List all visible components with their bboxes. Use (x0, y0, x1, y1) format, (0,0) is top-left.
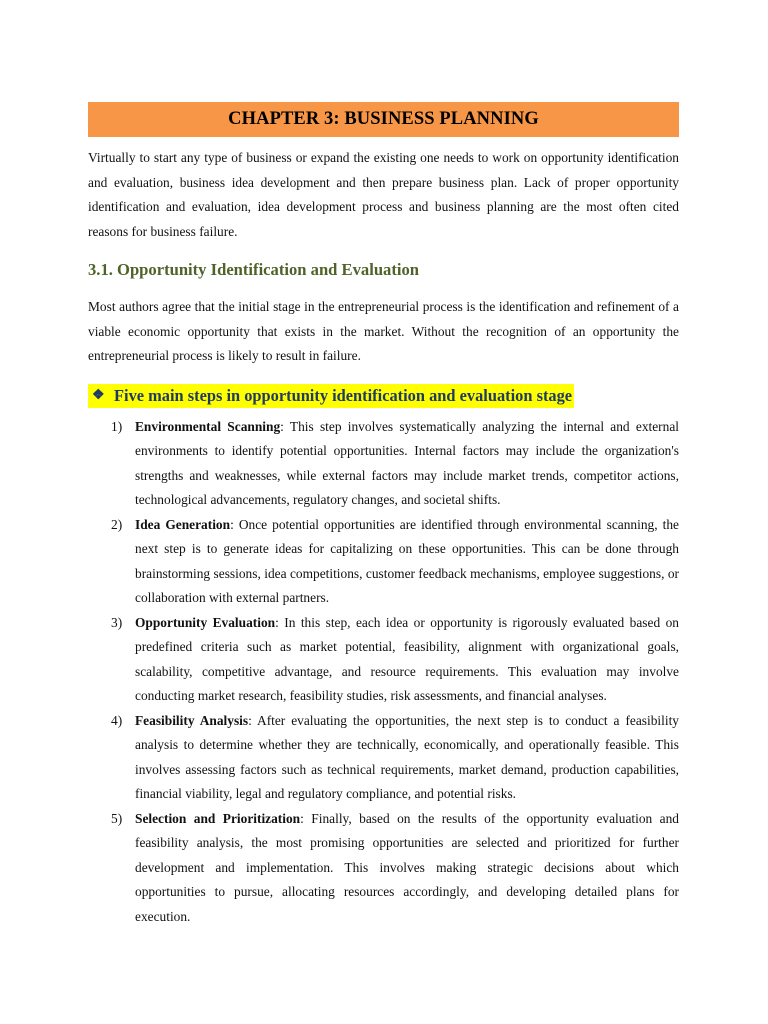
step-text: : After evaluating the opportunities, the next step is to conduct a feasibility analysis to determine whether they are technically, economically, and operationally feasible. This involves assessing factors such as technical requirements, market demand, production capabilities, financial viability, legal and regulatory compliance, and potential risks. (135, 712, 679, 801)
list-item (88, 807, 679, 930)
diamond-bullet-icon: ❖ (92, 388, 105, 403)
steps-heading-text: Five main steps in opportunity identification and evaluation stage (114, 385, 573, 405)
step-number: 1) (111, 418, 123, 434)
section-3-1-paragraph: Most authors agree that the initial stage in the entrepreneurial process is the identification and refinement of a viable economic opportunity that exists in the market. Without the recognition of an opportunity the entrepreneurial process is likely to result in failure. (88, 299, 679, 363)
document-page (88, 102, 679, 929)
steps-list (88, 415, 679, 930)
list-item (88, 415, 679, 513)
steps-heading-row (88, 383, 679, 409)
step-term: Selection and Prioritization (135, 810, 301, 826)
chapter-banner (88, 102, 679, 137)
step-term: Environmental Scanning (135, 418, 281, 434)
step-term: Feasibility Analysis (135, 712, 249, 728)
step-text: : Finally, based on the results of the opportunity evaluation and feasibility analysis, the most promising opportunities are selected and prioritized for further development and implementation. This involves making strategic decisions about which opportunities to pursue, allocating resources accordingly, and developing detailed plans for execution. (135, 810, 679, 924)
step-term: Idea Generation (135, 516, 231, 532)
step-term: Opportunity Evaluation (135, 614, 276, 630)
list-item (88, 513, 679, 611)
chapter-title: CHAPTER 3: BUSINESS PLANNING (228, 109, 539, 129)
step-text: : In this step, each idea or opportunity is rigorously evaluated based on predefined criteria such as market potential, feasibility, alignment with organizational goals, scalability, competitive advantage, and resource requirements. This evaluation may involve conducting market research, feasibility studies, risk assessments, and financial analyses. (135, 614, 679, 703)
step-text: : Once potential opportunities are identified through environmental scanning, the next step is to generate ideas for capitalizing on these opportunities. This can be done through brainstorming sessions, idea competitions, customer feedback mechanisms, employee suggestions, or collaboration with external partners. (135, 516, 679, 605)
list-item (88, 709, 679, 807)
steps-heading-highlight (88, 384, 574, 408)
step-number: 2) (111, 516, 123, 532)
section-heading-3-1: 3.1. Opportunity Identification and Evaluation (88, 260, 420, 279)
list-item (88, 611, 679, 709)
step-number: 4) (111, 712, 123, 728)
step-number: 5) (111, 810, 123, 826)
step-number: 3) (111, 614, 123, 630)
step-text: : This step involves systematically analyzing the internal and external environments to identify potential opportunities. Internal factors may include the organization's strengths and weaknesses, while external factors may include market trends, competitor actions, technological advancements, regulatory changes, and societal shifts. (135, 418, 679, 507)
intro-paragraph: Virtually to start any type of business or expand the existing one needs to work on opportunity identification and evaluation, business idea development and then prepare business plan. Lack of proper opportunity identification and evaluation, idea development process and business planning are the most often cited reasons for business failure. (88, 150, 679, 239)
